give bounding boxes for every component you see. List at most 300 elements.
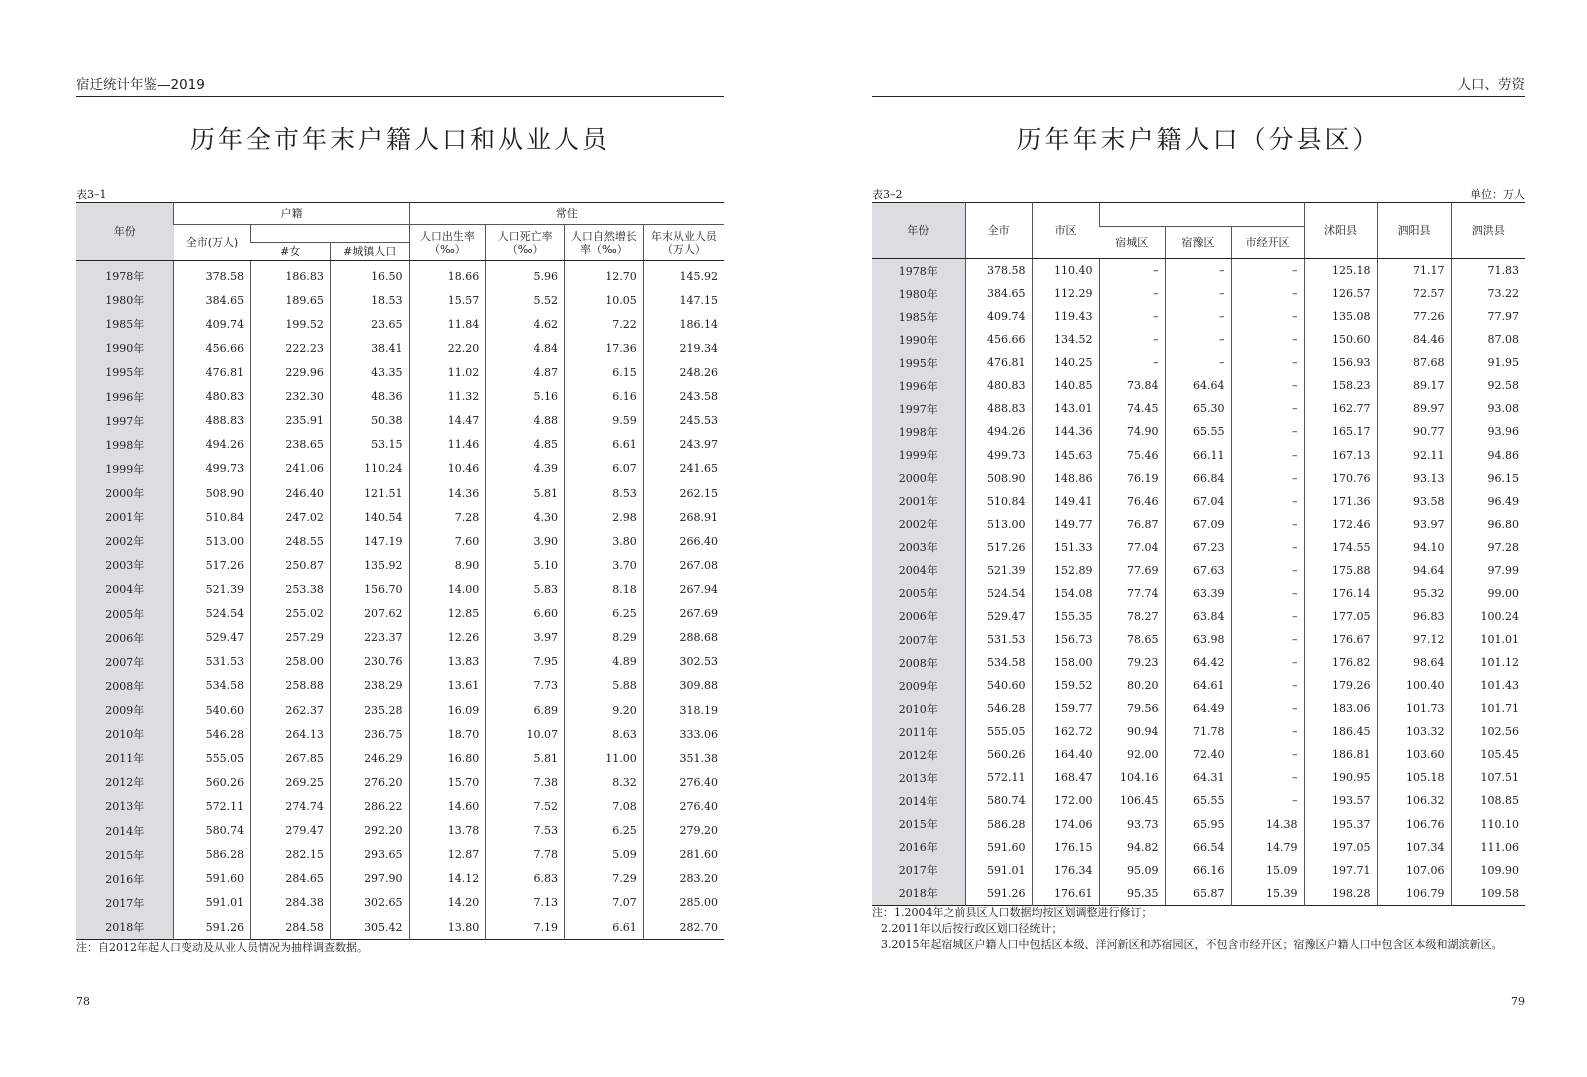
- value-cell: 282.70: [643, 915, 724, 940]
- value-cell: 99.00: [1451, 582, 1525, 605]
- value-cell: 246.40: [251, 481, 331, 505]
- year-cell: 2008年: [76, 674, 174, 698]
- value-cell: 560.26: [174, 770, 251, 794]
- value-cell: 247.02: [251, 505, 331, 529]
- header-birth-rate: 人口出生率（‰）: [409, 225, 486, 261]
- table-row: [76, 602, 724, 626]
- value-cell: 258.00: [251, 650, 331, 674]
- value-cell: 104.16: [1099, 766, 1165, 789]
- value-cell: 243.58: [643, 385, 724, 409]
- value-cell: 176.14: [1304, 582, 1377, 605]
- value-cell: 282.15: [251, 843, 331, 867]
- value-cell: 110.24: [330, 457, 409, 481]
- value-cell: 93.13: [1377, 467, 1451, 490]
- value-cell: 5.81: [486, 746, 565, 770]
- value-cell: 95.35: [1099, 882, 1165, 906]
- value-cell: –: [1231, 490, 1304, 513]
- footnote-3: 3.2015年起宿城区户籍人口中包括区本级、洋河新区和苏宿园区，不包含市经开区；宿豫区户籍人口中包含区本级和湖滨新区。: [881, 938, 1503, 951]
- value-cell: 15.70: [409, 770, 486, 794]
- value-cell: 148.86: [1032, 467, 1099, 490]
- value-cell: 7.53: [486, 819, 565, 843]
- value-cell: 101.01: [1451, 628, 1525, 651]
- value-cell: 73.84: [1099, 374, 1165, 397]
- value-cell: 494.26: [965, 420, 1032, 443]
- value-cell: 560.26: [965, 743, 1032, 766]
- table-row: [872, 720, 1525, 743]
- value-cell: 16.09: [409, 698, 486, 722]
- value-cell: 531.53: [174, 650, 251, 674]
- value-cell: 105.45: [1451, 743, 1525, 766]
- value-cell: 248.26: [643, 360, 724, 384]
- table-row: [76, 385, 724, 409]
- value-cell: 64.42: [1165, 651, 1231, 674]
- value-cell: 65.55: [1165, 420, 1231, 443]
- year-cell: 1995年: [872, 351, 965, 374]
- value-cell: 524.54: [965, 582, 1032, 605]
- value-cell: 12.70: [564, 261, 643, 289]
- value-cell: 65.30: [1165, 397, 1231, 420]
- value-cell: 63.84: [1165, 605, 1231, 628]
- value-cell: 3.80: [564, 529, 643, 553]
- value-cell: 111.06: [1451, 836, 1525, 859]
- value-cell: 98.64: [1377, 651, 1451, 674]
- value-cell: 64.61: [1165, 674, 1231, 697]
- value-cell: 318.19: [643, 698, 724, 722]
- header-huji: 户籍: [174, 203, 409, 225]
- year-cell: 2002年: [76, 529, 174, 553]
- value-cell: 176.67: [1304, 628, 1377, 651]
- value-cell: 159.77: [1032, 697, 1099, 720]
- year-cell: 2009年: [872, 674, 965, 697]
- value-cell: 269.25: [251, 770, 331, 794]
- value-cell: 110.40: [1032, 259, 1099, 283]
- value-cell: 276.40: [643, 770, 724, 794]
- value-cell: 90.77: [1377, 420, 1451, 443]
- value-cell: 65.95: [1165, 813, 1231, 836]
- value-cell: –: [1231, 697, 1304, 720]
- value-cell: 80.20: [1099, 674, 1165, 697]
- table-row: [872, 328, 1525, 351]
- value-cell: 8.53: [564, 481, 643, 505]
- value-cell: 94.64: [1377, 559, 1451, 582]
- value-cell: 6.15: [564, 360, 643, 384]
- table-row: [76, 481, 724, 505]
- value-cell: 135.08: [1304, 305, 1377, 328]
- value-cell: 190.95: [1304, 766, 1377, 789]
- table-row: [76, 288, 724, 312]
- year-cell: 2015年: [872, 813, 965, 836]
- value-cell: 106.32: [1377, 789, 1451, 812]
- value-cell: 64.31: [1165, 766, 1231, 789]
- value-cell: 87.68: [1377, 351, 1451, 374]
- value-cell: 241.65: [643, 457, 724, 481]
- value-cell: 5.81: [486, 481, 565, 505]
- year-cell: 2018年: [76, 915, 174, 940]
- value-cell: 229.96: [251, 360, 331, 384]
- table-row: [76, 409, 724, 433]
- value-cell: –: [1231, 743, 1304, 766]
- value-cell: 89.17: [1377, 374, 1451, 397]
- value-cell: 267.94: [643, 577, 724, 601]
- table-row: [76, 891, 724, 915]
- value-cell: 171.36: [1304, 490, 1377, 513]
- year-cell: 2013年: [872, 766, 965, 789]
- value-cell: 197.71: [1304, 859, 1377, 882]
- value-cell: 176.15: [1032, 836, 1099, 859]
- value-cell: –: [1231, 536, 1304, 559]
- value-cell: 8.18: [564, 577, 643, 601]
- value-cell: 96.49: [1451, 490, 1525, 513]
- value-cell: 100.40: [1377, 674, 1451, 697]
- year-cell: 2003年: [872, 536, 965, 559]
- value-cell: 134.52: [1032, 328, 1099, 351]
- year-cell: 2004年: [76, 577, 174, 601]
- value-cell: –: [1231, 559, 1304, 582]
- year-cell: 2012年: [872, 743, 965, 766]
- value-cell: –: [1099, 305, 1165, 328]
- value-cell: 16.80: [409, 746, 486, 770]
- header-female: #女: [251, 243, 331, 261]
- table-row: [76, 746, 724, 770]
- value-cell: 230.76: [330, 650, 409, 674]
- value-cell: –: [1231, 513, 1304, 536]
- value-cell: 236.75: [330, 722, 409, 746]
- year-cell: 2003年: [76, 553, 174, 577]
- value-cell: 13.78: [409, 819, 486, 843]
- value-cell: 179.26: [1304, 674, 1377, 697]
- value-cell: 285.00: [643, 891, 724, 915]
- value-cell: 508.90: [965, 467, 1032, 490]
- value-cell: 8.90: [409, 553, 486, 577]
- table-number-right: 表3–2: [872, 188, 903, 201]
- value-cell: 9.20: [564, 698, 643, 722]
- value-cell: 7.52: [486, 794, 565, 818]
- value-cell: 476.81: [174, 360, 251, 384]
- page-number-left: 78: [76, 995, 90, 1008]
- value-cell: 145.63: [1032, 444, 1099, 467]
- value-cell: 3.70: [564, 553, 643, 577]
- value-cell: 67.04: [1165, 490, 1231, 513]
- value-cell: 14.20: [409, 891, 486, 915]
- value-cell: 162.72: [1032, 720, 1099, 743]
- year-cell: 1999年: [76, 457, 174, 481]
- value-cell: 11.46: [409, 433, 486, 457]
- page-number-right: 79: [1511, 995, 1525, 1008]
- value-cell: 89.97: [1377, 397, 1451, 420]
- year-cell: 1995年: [76, 360, 174, 384]
- value-cell: 10.05: [564, 288, 643, 312]
- value-cell: 94.86: [1451, 444, 1525, 467]
- value-cell: 63.39: [1165, 582, 1231, 605]
- value-cell: 172.46: [1304, 513, 1377, 536]
- value-cell: 92.11: [1377, 444, 1451, 467]
- value-cell: 38.41: [330, 336, 409, 360]
- year-cell: 2010年: [76, 722, 174, 746]
- value-cell: 274.74: [251, 794, 331, 818]
- value-cell: 186.14: [643, 312, 724, 336]
- header-employed: 年末从业人员（万人）: [643, 225, 724, 261]
- header-suyu: 宿豫区: [1165, 227, 1231, 259]
- value-cell: 480.83: [174, 385, 251, 409]
- value-cell: 8.63: [564, 722, 643, 746]
- table-row: [872, 374, 1525, 397]
- value-cell: 292.20: [330, 819, 409, 843]
- value-cell: 96.83: [1377, 605, 1451, 628]
- value-cell: 168.47: [1032, 766, 1099, 789]
- value-cell: 6.89: [486, 698, 565, 722]
- year-cell: 1996年: [872, 374, 965, 397]
- table-row: [872, 697, 1525, 720]
- value-cell: –: [1165, 328, 1231, 351]
- value-cell: 14.79: [1231, 836, 1304, 859]
- value-cell: 223.37: [330, 626, 409, 650]
- value-cell: 177.05: [1304, 605, 1377, 628]
- value-cell: 149.77: [1032, 513, 1099, 536]
- value-cell: –: [1231, 328, 1304, 351]
- value-cell: 222.23: [251, 336, 331, 360]
- value-cell: 65.55: [1165, 789, 1231, 812]
- value-cell: 159.52: [1032, 674, 1099, 697]
- value-cell: 50.38: [330, 409, 409, 433]
- value-cell: 14.47: [409, 409, 486, 433]
- value-cell: 97.99: [1451, 559, 1525, 582]
- value-cell: 15.09: [1231, 859, 1304, 882]
- value-cell: 106.76: [1377, 813, 1451, 836]
- table-row: [872, 444, 1525, 467]
- value-cell: 279.47: [251, 819, 331, 843]
- value-cell: 176.34: [1032, 859, 1099, 882]
- value-cell: 107.34: [1377, 836, 1451, 859]
- value-cell: 172.00: [1032, 789, 1099, 812]
- value-cell: 309.88: [643, 674, 724, 698]
- value-cell: 121.51: [330, 481, 409, 505]
- year-cell: 2017年: [872, 859, 965, 882]
- value-cell: 107.51: [1451, 766, 1525, 789]
- value-cell: 555.05: [965, 720, 1032, 743]
- value-cell: 167.13: [1304, 444, 1377, 467]
- table-row: [76, 819, 724, 843]
- value-cell: –: [1231, 282, 1304, 305]
- value-cell: 94.10: [1377, 536, 1451, 559]
- table-row: [76, 505, 724, 529]
- table-row: [872, 282, 1525, 305]
- year-cell: 2017年: [76, 891, 174, 915]
- value-cell: 144.36: [1032, 420, 1099, 443]
- value-cell: 67.23: [1165, 536, 1231, 559]
- value-cell: 266.40: [643, 529, 724, 553]
- value-cell: –: [1165, 259, 1231, 283]
- value-cell: 521.39: [174, 577, 251, 601]
- value-cell: 409.74: [965, 305, 1032, 328]
- value-cell: 494.26: [174, 433, 251, 457]
- value-cell: 262.15: [643, 481, 724, 505]
- value-cell: 456.66: [965, 328, 1032, 351]
- header-year: 年份: [872, 203, 965, 259]
- year-cell: 2006年: [76, 626, 174, 650]
- value-cell: 15.57: [409, 288, 486, 312]
- value-cell: 140.85: [1032, 374, 1099, 397]
- header-shuyang: 沭阳县: [1304, 203, 1377, 259]
- year-cell: 2016年: [76, 867, 174, 891]
- header-urban-district: 市区: [1032, 203, 1099, 259]
- value-cell: 63.98: [1165, 628, 1231, 651]
- value-cell: 517.26: [174, 553, 251, 577]
- value-cell: 6.07: [564, 457, 643, 481]
- value-cell: 93.58: [1377, 490, 1451, 513]
- value-cell: 243.97: [643, 433, 724, 457]
- value-cell: 529.47: [174, 626, 251, 650]
- table-row: [872, 490, 1525, 513]
- value-cell: 591.26: [174, 915, 251, 940]
- value-cell: –: [1231, 651, 1304, 674]
- table-row: [76, 794, 724, 818]
- value-cell: 6.61: [564, 433, 643, 457]
- header-changzhu: 常住: [409, 203, 724, 225]
- value-cell: 95.09: [1099, 859, 1165, 882]
- value-cell: 67.63: [1165, 559, 1231, 582]
- value-cell: 276.20: [330, 770, 409, 794]
- value-cell: 66.16: [1165, 859, 1231, 882]
- value-cell: 73.22: [1451, 282, 1525, 305]
- table-3-2: [872, 202, 1525, 906]
- value-cell: 267.85: [251, 746, 331, 770]
- header-total-population: 全市(万人): [174, 225, 251, 261]
- value-cell: 302.53: [643, 650, 724, 674]
- value-cell: 284.38: [251, 891, 331, 915]
- year-cell: 2014年: [76, 819, 174, 843]
- value-cell: 72.40: [1165, 743, 1231, 766]
- year-cell: 2010年: [872, 697, 965, 720]
- value-cell: 84.46: [1377, 328, 1451, 351]
- value-cell: 5.96: [486, 261, 565, 289]
- value-cell: 147.15: [643, 288, 724, 312]
- value-cell: –: [1231, 444, 1304, 467]
- value-cell: 4.39: [486, 457, 565, 481]
- value-cell: 219.34: [643, 336, 724, 360]
- value-cell: 43.35: [330, 360, 409, 384]
- value-cell: 7.95: [486, 650, 565, 674]
- value-cell: 284.65: [251, 867, 331, 891]
- value-cell: 534.58: [965, 651, 1032, 674]
- table-row: [76, 722, 724, 746]
- value-cell: 248.55: [251, 529, 331, 553]
- value-cell: 591.26: [965, 882, 1032, 906]
- year-cell: 2007年: [872, 628, 965, 651]
- value-cell: 17.36: [564, 336, 643, 360]
- value-cell: 591.01: [965, 859, 1032, 882]
- value-cell: 8.29: [564, 626, 643, 650]
- value-cell: 14.38: [1231, 813, 1304, 836]
- value-cell: –: [1165, 351, 1231, 374]
- value-cell: 517.26: [965, 536, 1032, 559]
- header-sihong: 泗洪县: [1451, 203, 1525, 259]
- table-row: [872, 536, 1525, 559]
- value-cell: 7.07: [564, 891, 643, 915]
- value-cell: 72.57: [1377, 282, 1451, 305]
- header-siyang: 泗阳县: [1377, 203, 1451, 259]
- header-total: 全市: [965, 203, 1032, 259]
- value-cell: 8.32: [564, 770, 643, 794]
- value-cell: 255.02: [251, 602, 331, 626]
- year-cell: 2001年: [76, 505, 174, 529]
- value-cell: 241.06: [251, 457, 331, 481]
- value-cell: 65.87: [1165, 882, 1231, 906]
- value-cell: 238.29: [330, 674, 409, 698]
- value-cell: 18.53: [330, 288, 409, 312]
- value-cell: 572.11: [965, 766, 1032, 789]
- value-cell: 14.12: [409, 867, 486, 891]
- value-cell: 13.80: [409, 915, 486, 940]
- value-cell: 170.76: [1304, 467, 1377, 490]
- value-cell: 14.00: [409, 577, 486, 601]
- value-cell: 4.85: [486, 433, 565, 457]
- table-row: [872, 605, 1525, 628]
- value-cell: 580.74: [174, 819, 251, 843]
- value-cell: 378.58: [965, 259, 1032, 283]
- table-row: [76, 553, 724, 577]
- value-cell: 126.57: [1304, 282, 1377, 305]
- value-cell: 7.28: [409, 505, 486, 529]
- year-cell: 2002年: [872, 513, 965, 536]
- value-cell: 5.16: [486, 385, 565, 409]
- value-cell: 162.77: [1304, 397, 1377, 420]
- value-cell: 76.19: [1099, 467, 1165, 490]
- value-cell: 499.73: [965, 444, 1032, 467]
- value-cell: –: [1099, 328, 1165, 351]
- value-cell: 77.97: [1451, 305, 1525, 328]
- value-cell: 150.60: [1304, 328, 1377, 351]
- value-cell: 101.43: [1451, 674, 1525, 697]
- table-row: [872, 582, 1525, 605]
- table-row: [76, 457, 724, 481]
- value-cell: 510.84: [965, 490, 1032, 513]
- value-cell: 94.82: [1099, 836, 1165, 859]
- value-cell: 409.74: [174, 312, 251, 336]
- value-cell: 145.92: [643, 261, 724, 289]
- value-cell: 92.58: [1451, 374, 1525, 397]
- value-cell: 5.88: [564, 674, 643, 698]
- value-cell: 591.60: [174, 867, 251, 891]
- value-cell: 297.90: [330, 867, 409, 891]
- value-cell: 93.08: [1451, 397, 1525, 420]
- value-cell: 53.15: [330, 433, 409, 457]
- year-cell: 2013年: [76, 794, 174, 818]
- value-cell: 264.13: [251, 722, 331, 746]
- year-cell: 1978年: [872, 259, 965, 283]
- table-row: [76, 626, 724, 650]
- value-cell: 2.98: [564, 505, 643, 529]
- value-cell: 11.02: [409, 360, 486, 384]
- value-cell: 521.39: [965, 559, 1032, 582]
- value-cell: 96.15: [1451, 467, 1525, 490]
- value-cell: 165.17: [1304, 420, 1377, 443]
- value-cell: 7.60: [409, 529, 486, 553]
- header-spacer: [251, 225, 409, 243]
- value-cell: 529.47: [965, 605, 1032, 628]
- year-cell: 2008年: [872, 651, 965, 674]
- value-cell: 100.24: [1451, 605, 1525, 628]
- table-title-right: 历年年末户籍人口（分县区）: [1016, 125, 1381, 154]
- value-cell: 10.46: [409, 457, 486, 481]
- value-cell: 154.08: [1032, 582, 1099, 605]
- value-cell: 77.74: [1099, 582, 1165, 605]
- value-cell: 186.83: [251, 261, 331, 289]
- value-cell: 524.54: [174, 602, 251, 626]
- value-cell: 71.83: [1451, 259, 1525, 283]
- value-cell: 235.91: [251, 409, 331, 433]
- value-cell: 258.88: [251, 674, 331, 698]
- value-cell: 140.54: [330, 505, 409, 529]
